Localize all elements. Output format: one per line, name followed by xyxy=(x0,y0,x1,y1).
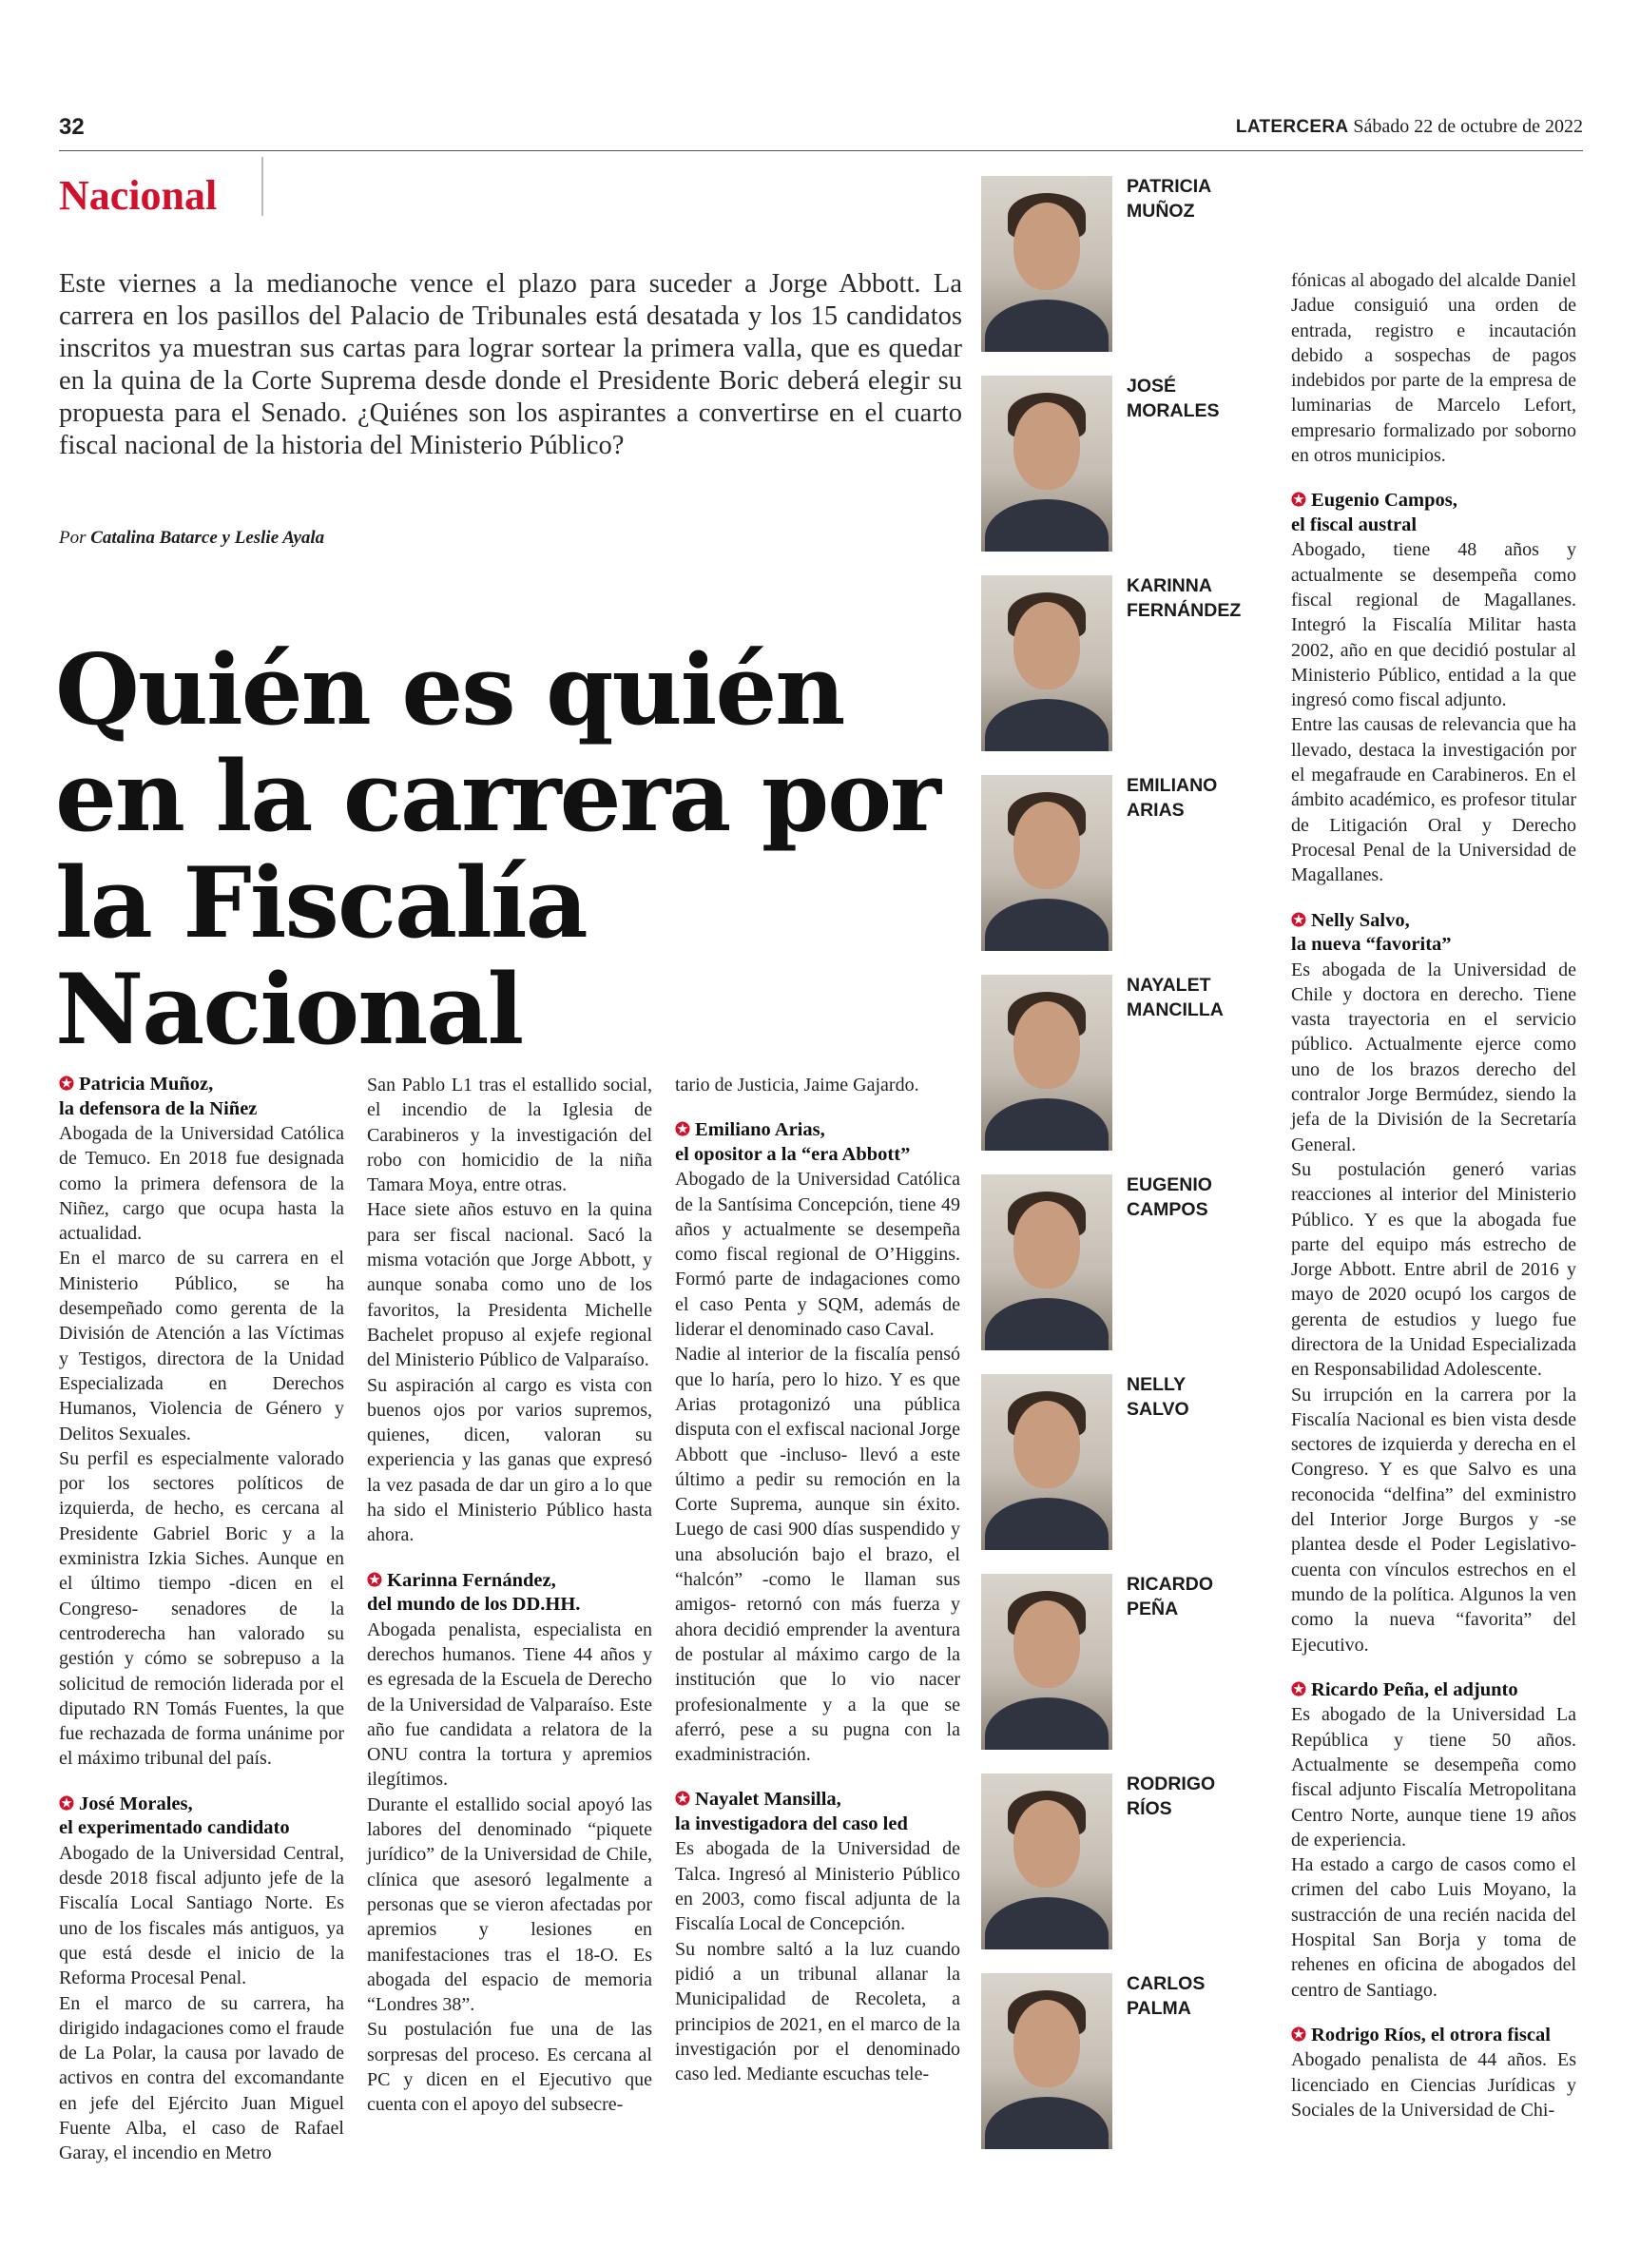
lead-paragraph: Este viernes a la medianoche vence el plazo para suceder a Jorge Abbott. La carrera en los pasillos del Palacio de Tribunales está desatada y los 15 candidatos inscritos ya muestran sus cartas para lograr sortear la primera valla, que es quedar en la quina de la Corte Suprema desde donde el Presidente Boric deberá elegir su propuesta para el Senado. ¿Quiénes son los aspirantes a convertirse en el cuarto fiscal nacional de la historia del Ministerio Público? xyxy=(59,269,962,460)
article-column-4 xyxy=(1291,268,1576,2123)
paragraph: Su postulación fue una de las sorpresas del proceso. Es cercana al PC y dicen en el Ejecutivo que cuenta con el apoyo del subsecre- xyxy=(367,2019,652,2116)
paragraph: Es abogada de la Universidad de Talca. Ingresó al Ministerio Público en 2003, como fiscal adjunta de la Fiscalía Local de Concepción. xyxy=(675,1838,960,1935)
spacer xyxy=(675,1767,960,1788)
subhead-line2: el opositor a la “era Abbott” xyxy=(675,1143,911,1165)
section-divider xyxy=(261,157,263,216)
subhead-line2: el experimentado candidato xyxy=(59,1817,290,1839)
portrait-name: EMILIANO ARIAS xyxy=(1127,775,1218,821)
star-bullet-icon: ✪ xyxy=(1291,491,1306,512)
paragraph: Es abogada de la Universidad de Chile y doctora en derecho. Tiene vasta trayectoria en el servicio público. Actualmente ejerce como uno de los brazos derecho del contralor Jorge Bermúdez, siendo la jefa de la División de la Secretaría General. xyxy=(1291,959,1576,1155)
masthead xyxy=(1236,116,1583,138)
paragraph: En el marco de su carrera, ha dirigido indagaciones como el fraude de La Polar, la causa por lavado de activos en contra del excomandante en jefe del Ejército Juan Miguel Fuente Alba, el caso de Rafael Garay, el incendio en Metro xyxy=(59,1992,344,2164)
paragraph: Abogada penalista, especialista en derechos humanos. Tiene 44 años y es egresada de la Escuela de Derecho de la Universidad de Valparaíso. Este año fue candidata a relatora de la ONU contra la tortura y apremios ilegítimos. xyxy=(367,1619,652,1791)
portrait-name: CARLOS PALMA xyxy=(1127,1973,1206,2019)
subhead-nayalet-mansilla xyxy=(675,1788,960,1836)
byline xyxy=(59,528,324,549)
portrait-name: KARINNA FERNÁNDEZ xyxy=(1127,575,1242,621)
paragraph: Abogado penalista de 44 años. Es licenciado en Ciencias Jurídicas y Sociales de la Universidad de Chi- xyxy=(1291,2049,1576,2121)
subhead-karinna-fernandez xyxy=(367,1569,652,1618)
portrait-name: RODRIGO RÍOS xyxy=(1127,1774,1216,1819)
subhead-line1: Nelly Salvo, xyxy=(1311,909,1410,931)
subhead-rodrigo-rios xyxy=(1291,2024,1576,2048)
portrait-photo xyxy=(981,176,1112,352)
paragraph: tario de Justicia, Jaime Gajardo. xyxy=(675,1075,919,1095)
subhead-line2: la defensora de la Niñez xyxy=(59,1097,258,1119)
spacer xyxy=(1291,468,1576,489)
article-column-2 xyxy=(367,1073,652,2118)
subhead-ricardo-pena xyxy=(1291,1678,1576,1703)
star-bullet-icon: ✪ xyxy=(1291,1679,1306,1700)
subhead-line2: el fiscal austral xyxy=(1291,514,1418,535)
paragraph: Nadie al interior de la fiscalía pensó que lo haría, pero lo hizo. Y es que Arias protagonizó una pública disputa con el exfiscal nacional Jorge Abbott que -incluso- llevó a este último a pedir su remoción en la Corte Suprema, aunque sin éxito. Luego de casi 900 días suspendido y una absolución bajo el brazo, el “halcón” -como le llaman sus amigos- retornó con más fuerza y ahora decidió emprender la aventura de postular al máximo cargo de la institución que lo vio nacer profesionalmente y a la que se aferró, pese a su pugna con la exadministración. xyxy=(675,1344,960,1766)
star-bullet-icon: ✪ xyxy=(675,1120,690,1141)
spacer xyxy=(675,1097,960,1118)
subhead-line1: Karinna Fernández, xyxy=(387,1569,556,1591)
spacer xyxy=(59,1772,344,1793)
portrait-photo xyxy=(981,1574,1112,1750)
subhead-line2: la investigadora del caso led xyxy=(675,1812,908,1834)
paragraph: Su nombre saltó a la luz cuando pidió a un tribunal allanar la Municipalidad de Recoleta, a principios de 2021, en el marco de la investigación por el denominado caso led. Mediante escuchas tele- xyxy=(675,1938,960,2085)
star-bullet-icon: ✪ xyxy=(59,1793,74,1814)
section-title: Nacional xyxy=(59,172,218,219)
subhead-line1: Nayalet Mansilla, xyxy=(695,1789,841,1811)
portrait-photo xyxy=(981,1174,1112,1350)
subhead-jose-morales xyxy=(59,1793,344,1841)
spacer xyxy=(367,1548,652,1569)
spacer xyxy=(1291,2003,1576,2024)
paragraph: Ha estado a cargo de casos como el crimen del cabo Luis Moyano, la sustracción de una recién nacida del Hospital San Borja y toma de rehenes en oficina de abogados del centro de Santiago. xyxy=(1291,1854,1576,2001)
paragraph: Abogado, tiene 48 años y actualmente se desempeña como fiscal regional de Magallanes. Integró la Fiscalía Militar hasta 2002, año en que decidió postular al Ministerio Público, entidad a la que ingresó como fiscal adjunto. xyxy=(1291,539,1576,711)
subhead-line1: Emiliano Arias, xyxy=(695,1119,825,1141)
headline: Quién es quién en la carrera por la Fiscalía Nacional xyxy=(55,633,939,1067)
page-number: 32 xyxy=(59,114,85,140)
paragraph: Su postulación generó varias reacciones al interior del Ministerio Público. Y es que la abogada fue parte del equipo más estrecho de Jorge Abbott. Entre abril de 2016 y mayo de 2020 ocupó los cargos de gerenta de estudios y luego fue directora de la Unidad Especializada en Responsabilidad Adolescente. xyxy=(1291,1158,1576,1381)
portrait-photo xyxy=(981,376,1112,552)
portrait-photo xyxy=(981,1973,1112,2149)
portrait-name: JOSÉ MORALES xyxy=(1127,376,1220,421)
paragraph: Su irrupción en la carrera por la Fiscalía Nacional es bien vista desde sectores de izquierda y derecha en el Congreso. Y es que Salvo es una reconocida “delfina” del exministro del Interior Jorge Burgos y -se plantea desde el Poder Legislativo- cuenta con vínculos estrechos en el mundo de la política. Algunos la ven como la nueva “favorita” del Ejecutivo. xyxy=(1291,1384,1576,1656)
portrait-photo xyxy=(981,1774,1112,1949)
paragraph: fónicas al abogado del alcalde Daniel Jadue consiguió una orden de entrada, registro e incautación debido a sospechas de pagos indebidos por parte de la empresa de luminarias de Marcelo Lefort, empresario formalizado por soborno en otros municipios. xyxy=(1291,270,1576,467)
subhead-patricia-munoz xyxy=(59,1073,344,1121)
subhead-line2: del mundo de los DD.HH. xyxy=(367,1594,581,1616)
header-rule xyxy=(59,150,1583,151)
spacer xyxy=(1291,1657,1576,1678)
portrait-photo xyxy=(981,575,1112,751)
portrait-photo xyxy=(981,975,1112,1151)
portrait-photo xyxy=(981,775,1112,951)
byline-prefix: Por xyxy=(59,528,87,548)
star-bullet-icon: ✪ xyxy=(59,1075,74,1095)
subhead-eugenio-campos xyxy=(1291,489,1576,537)
paragraph: Durante el estallido social apoyó las labores del denominado “piquete jurídico” de la Universidad de Chile, clínica que asesoró legalmente a personas que se vieron afectadas por apremios y lesiones en manifestaciones tras el 18-O. Es abogada del espacio de memoria “Londres 38”. xyxy=(367,1793,652,2016)
paragraph: Su perfil es especialmente valorado por los sectores políticos de izquierda, de hecho, es cercana al Presidente Gabriel Boric y a la exministra Izkia Siches. Aunque en el último tiempo -dicen en el Congreso- senadores de la centroderecha han valorado su gestión y cómo se sobrepuso a la solicitud de remoción liderada por el diputado RN Tomás Fuentes, la que fue rechazada de forma unánime por el máximo tribunal del país. xyxy=(59,1447,344,1770)
portrait-name: RICARDO PEÑA xyxy=(1127,1574,1213,1619)
paragraph: Entre las causas de relevancia que ha llevado, destaca la investigación por el megafraude en Carabineros. En el ámbito académico, es profesor titular de Litigación Oral y Derecho Procesal Penal de la Universidad de Magallanes. xyxy=(1291,714,1576,886)
star-bullet-icon: ✪ xyxy=(367,1570,382,1591)
subhead-line2: la nueva “favorita” xyxy=(1291,934,1452,956)
spacer xyxy=(1291,888,1576,909)
subhead-line1: Patricia Muñoz, xyxy=(79,1074,214,1095)
subhead-line1: Ricardo Peña, el adjunto xyxy=(1311,1678,1518,1700)
paragraph: Su aspiración al cargo es vista con buenos ojos por varios supremos, quienes, dicen, valoran su experiencia y las ganas que expresó la vez pasada de dar un giro a lo que ha sido el Ministerio Público hasta ahora. xyxy=(367,1374,652,1546)
star-bullet-icon: ✪ xyxy=(1291,910,1306,931)
paragraph: En el marco de su carrera en el Ministerio Público, se ha desempeñado como gerenta de la División de Atención a las Víctimas y Testigos, directora de la Unidad Especializada en Derechos Humanos, Violencia de Género y Delitos Sexuales. xyxy=(59,1248,344,1444)
portrait-name: PATRICIA MUÑOZ xyxy=(1127,176,1212,222)
subhead-emiliano-arias xyxy=(675,1118,960,1167)
portrait-name: EUGENIO CAMPOS xyxy=(1127,1174,1212,1220)
paragraph: Es abogado de la Universidad La República y tiene 50 años. Actualmente se desempeña como fiscal adjunto Fiscalía Metropolitana Centro Norte, aunque tiene 19 años de experiencia. xyxy=(1291,1704,1576,1851)
subhead-line1: Eugenio Campos, xyxy=(1311,490,1457,512)
portrait-name: NAYALET MANCILLA xyxy=(1127,975,1224,1020)
paragraph: Hace siete años estuvo en la quina para ser fiscal nacional. Sacó la misma votación que Jorge Abbott, y aunque sonaba como uno de los favoritos, la Presidenta Michelle Bachelet propuso al exjefe regional del Ministerio Público de Valparaíso. xyxy=(367,1199,652,1371)
issue-date: Sábado 22 de octubre de 2022 xyxy=(1353,116,1583,137)
paragraph: San Pablo L1 tras el estallido social, el incendio de la Iglesia de Carabineros y la investigación del robo con homicidio de la niña Tamara Moya, entre otras. xyxy=(367,1075,652,1196)
subhead-line1: Rodrigo Ríos, el otrora fiscal xyxy=(1311,2024,1551,2045)
article-column-3 xyxy=(675,1073,960,2086)
paragraph: Abogada de la Universidad Católica de Temuco. En 2018 fue designada como la primera defensora de la Niñez, cargo que ocupa hasta la actualidad. xyxy=(59,1123,344,1245)
article-column-1 xyxy=(59,1073,344,2166)
portrait-photo xyxy=(981,1374,1112,1550)
subhead-nelly-salvo xyxy=(1291,909,1576,958)
paragraph: Abogado de la Universidad Central, desde 2018 fiscal adjunto jefe de la Fiscalía Local Santiago Norte. Es uno de los fiscales más antiguos, ya que está desde el inicio de la Reforma Procesal Penal. xyxy=(59,1842,344,1989)
star-bullet-icon: ✪ xyxy=(1291,2025,1306,2045)
star-bullet-icon: ✪ xyxy=(675,1790,690,1811)
publication-name: LATERCERA xyxy=(1235,117,1349,137)
subhead-line1: José Morales, xyxy=(79,1793,193,1814)
byline-authors: Catalina Batarce y Leslie Ayala xyxy=(90,528,325,548)
paragraph: Abogado de la Universidad Católica de la Santísima Concepción, tiene 49 años y actualmente se desempeña como fiscal regional de O’Higgins. Formó parte de indagaciones como el caso Penta y SQM, además de liderar el denominado caso Caval. xyxy=(675,1169,960,1341)
portrait-name: NELLY SALVO xyxy=(1127,1374,1189,1420)
